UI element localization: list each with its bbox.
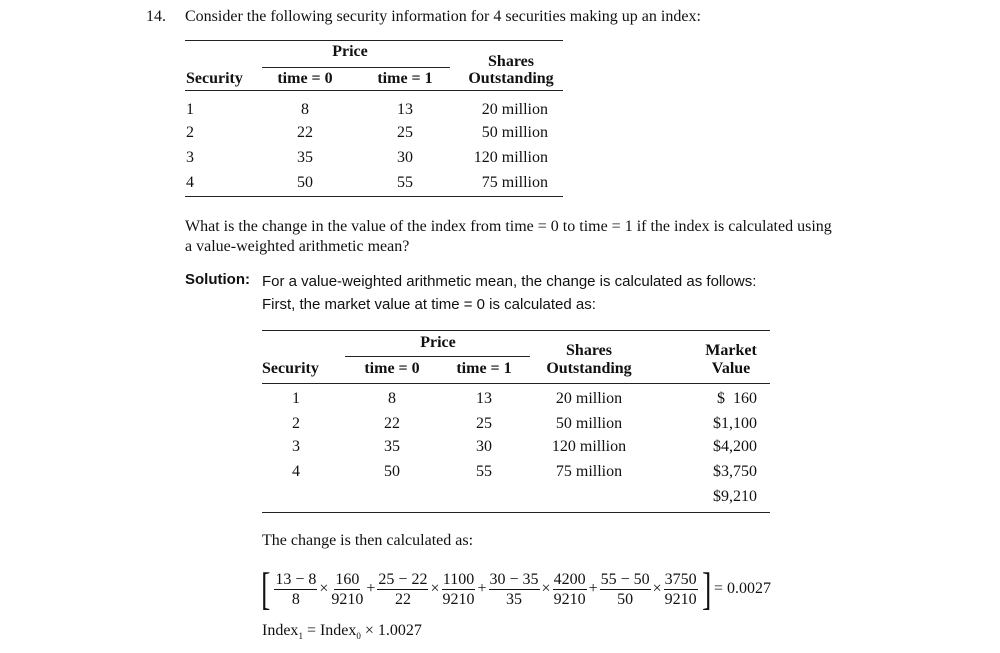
- text-cell: 30: [397, 149, 413, 166]
- text-cell: 4: [186, 174, 194, 191]
- outstanding-header: Outstanding: [546, 360, 632, 377]
- text-cell: 35: [297, 149, 313, 166]
- text-cell: 55: [476, 463, 492, 480]
- text-cell: 13: [397, 101, 413, 118]
- index-equation: [262, 622, 422, 645]
- table-rule: [262, 383, 770, 384]
- text-cell: 8: [291, 590, 300, 608]
- time1-header: time = 1: [377, 70, 433, 87]
- total-market-value: $9,210: [713, 488, 757, 505]
- text-cell: 0: [356, 631, 361, 642]
- text-cell: 1: [292, 390, 300, 407]
- text-cell: 9210: [442, 590, 475, 608]
- text-cell: 50 million: [555, 415, 623, 432]
- text-cell: 2: [292, 415, 300, 432]
- text-cell: 9210: [553, 590, 586, 608]
- text-cell: 9210: [331, 590, 364, 608]
- text-cell: 35: [506, 590, 523, 608]
- text-cell: 20 million: [481, 101, 548, 118]
- text-cell: 35: [384, 438, 400, 455]
- text-cell: 1100: [442, 570, 475, 588]
- table-rule: [185, 196, 563, 197]
- value-header: Value: [711, 360, 751, 377]
- text-cell: Index: [262, 622, 299, 639]
- text-cell: 3: [186, 149, 194, 166]
- text-cell: 13 − 8: [275, 570, 317, 588]
- text-cell: 30 − 35: [489, 570, 539, 588]
- prompt-line-2: a value-weighted arithmetic mean?: [185, 238, 410, 255]
- text-cell: 55 − 50: [600, 570, 650, 588]
- security-header: Security: [262, 360, 319, 377]
- text-cell: 25: [397, 124, 413, 141]
- table-rule: [262, 330, 770, 331]
- time0-header: time = 0: [277, 70, 333, 87]
- question-text: Consider the following security information for 4 securities making up an index:: [185, 8, 701, 25]
- market-header: Market: [705, 342, 757, 359]
- text-cell: 50 million: [481, 124, 548, 141]
- change-text: The change is then calculated as:: [262, 532, 474, 549]
- text-cell: $1,100: [713, 415, 757, 432]
- time0-header: time = 0: [364, 360, 420, 377]
- table-rule: [262, 512, 770, 513]
- shares-header: Shares: [566, 342, 612, 359]
- text-cell: 1: [186, 101, 194, 118]
- text-cell: 20 million: [555, 390, 623, 407]
- table-rule: [345, 356, 530, 357]
- text-cell: 25 − 22: [378, 570, 428, 588]
- text-cell: 22: [297, 124, 313, 141]
- solution-line-2: First, the market value at time = 0 is calculated as:: [262, 296, 596, 313]
- text-cell: 30: [476, 438, 492, 455]
- text-cell: 50: [617, 590, 634, 608]
- security-header: Security: [186, 70, 243, 87]
- text-cell: 1: [298, 631, 303, 642]
- text-cell: 25: [476, 415, 492, 432]
- text-cell: 75 million: [555, 463, 623, 480]
- shares-header: Shares: [488, 53, 534, 70]
- text-cell: = Index: [302, 622, 357, 639]
- text-cell: 55: [397, 174, 413, 191]
- change-formula: [ $\frac{13 - 8}{8}$ × $\frac{160}{9210}$ + $\frac{25 - 22}{22}$ × $\frac{1100}{9210}$ + $\frac{30 - 35}{35}$ × $\frac{4200}{9210}$ + $\frac{55 - 50}{50}$ × $\frac{3750}{9210}$ ] = 0.0027: [261, 563, 772, 614]
- price-header: Price: [420, 334, 456, 351]
- text-cell: $3,750: [713, 463, 757, 480]
- text-cell: 120 million: [551, 438, 627, 455]
- text-cell: 75 million: [481, 174, 548, 191]
- text-cell: × 1.0027: [360, 622, 422, 639]
- text-cell: 120 million: [473, 149, 548, 166]
- text-cell: 22: [394, 590, 411, 608]
- time1-header: time = 1: [456, 360, 512, 377]
- price-header: Price: [332, 43, 368, 60]
- prompt-line-1: What is the change in the value of the index from time = 0 to time = 1 if the index is calculated using: [185, 218, 832, 235]
- solution-label: Solution:: [185, 271, 250, 288]
- solution-line-1: For a value-weighted arithmetic mean, the change is calculated as follows:: [262, 273, 757, 290]
- text-cell: 4200: [553, 570, 586, 588]
- text-cell: 50: [384, 463, 400, 480]
- text-cell: 8: [388, 390, 396, 407]
- table-rule: [185, 90, 563, 91]
- table-rule: [185, 40, 563, 41]
- text-cell: 3750: [664, 570, 697, 588]
- text-cell: 50: [297, 174, 313, 191]
- outstanding-header: Outstanding: [468, 70, 554, 87]
- text-cell: 160: [335, 570, 360, 588]
- text-cell: 13: [476, 390, 492, 407]
- text-cell: 2: [186, 124, 194, 141]
- text-cell: $ 160: [717, 390, 757, 407]
- text-cell: 4: [292, 463, 300, 480]
- formula-result: = 0.0027: [714, 580, 772, 597]
- text-cell: 9210: [664, 590, 697, 608]
- table-rule: [262, 67, 450, 68]
- question-number: 14.: [146, 8, 166, 25]
- text-cell: 3: [292, 438, 300, 455]
- text-cell: $4,200: [713, 438, 757, 455]
- text-cell: 22: [384, 415, 400, 432]
- text-cell: 8: [301, 101, 309, 118]
